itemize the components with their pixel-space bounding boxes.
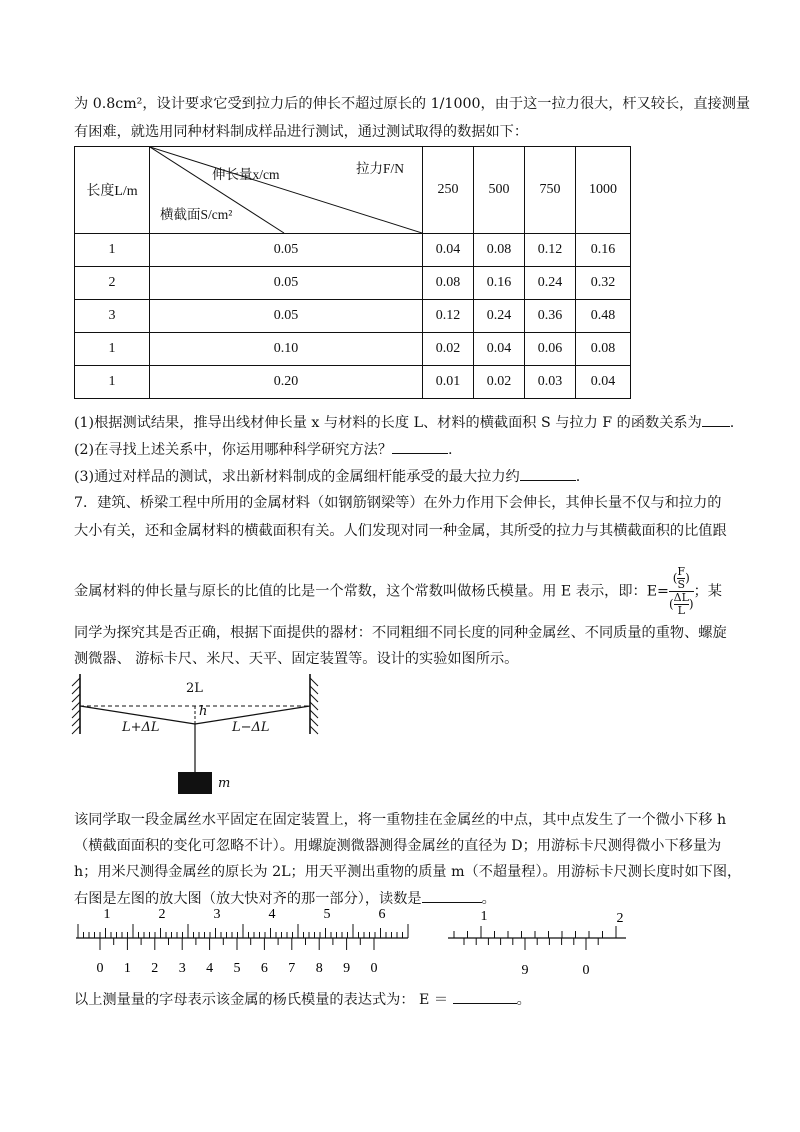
main-scale-label: 4 — [268, 907, 276, 922]
cell-extension: 0.04 — [576, 366, 631, 399]
vernier-scale-label: 9 — [343, 961, 351, 976]
vernier-scale-label: 3 — [178, 961, 186, 976]
cell-extension: 0.08 — [576, 333, 631, 366]
zoom-bottom-label: 9 — [521, 963, 529, 978]
table-header-row — [75, 147, 631, 234]
cell-area: 0.10 — [150, 333, 423, 366]
para-line-4: 右图是左图的放大图（放大快对齐的那一部分），读数是 。 — [74, 888, 496, 909]
cell-length: 2 — [75, 267, 150, 300]
cell-area: 0.05 — [150, 300, 423, 333]
cell-length: 3 — [75, 300, 150, 333]
vernier-scale-label: 0 — [370, 961, 378, 976]
cell-extension: 0.06 — [525, 333, 576, 366]
cell-extension: 0.16 — [576, 234, 631, 267]
para-line-3: h；用米尺测得金属丝的原长为 2L；用天平测出重物的质量 m（不超量程）。用游标卡尺测长度时如下图， — [74, 864, 742, 880]
cell-length: 1 — [75, 333, 150, 366]
cell-area: 0.20 — [150, 366, 423, 399]
label-mass: m — [218, 776, 231, 791]
young-modulus-formula: ( $\frac{F}{S}$ ) ( $\frac{\Delta L}{L}$ ) — [668, 565, 694, 617]
label-right-wire: L−ΔL — [232, 720, 270, 735]
cell-extension: 0.36 — [525, 300, 576, 333]
vernier-scale-label: 4 — [206, 961, 214, 976]
vernier-scale-label: 6 — [260, 961, 268, 976]
header-force-3: 1000 — [576, 147, 631, 234]
table-row — [75, 333, 631, 366]
header-area: 横截面S/cm² — [160, 207, 233, 222]
cell-extension: 0.03 — [525, 366, 576, 399]
final-line: 以上测量量的字母表示该金属的杨氏模量的表达式为： E ＝ 。 — [74, 989, 531, 1010]
vernier-scale-label: 1 — [123, 961, 131, 976]
question-1: (1)根据测试结果，推导出线材伸长量 x 与材料的长度 L、材料的横截面积 S 与拉力 F 的函数关系为 . — [74, 412, 734, 433]
para-line-2: （横截面面积的变化可忽略不计）。用螺旋测微器测得金属丝的直径为 D；用游标卡尺测得微小下移量为 — [74, 838, 722, 854]
label-2L: 2L — [186, 681, 203, 696]
vernier-caliper-scale — [74, 906, 410, 978]
header-force-0: 250 — [423, 147, 474, 234]
zoom-top-label: 2 — [616, 911, 624, 926]
cell-extension: 0.01 — [423, 366, 474, 399]
cell-extension: 0.04 — [474, 333, 525, 366]
table-row — [75, 300, 631, 333]
cell-length: 1 — [75, 234, 150, 267]
main-scale-label: 6 — [378, 907, 386, 922]
cell-extension: 0.08 — [474, 234, 525, 267]
header-force-1: 500 — [474, 147, 525, 234]
vernier-scale-label: 7 — [288, 961, 296, 976]
cell-extension: 0.02 — [423, 333, 474, 366]
cell-extension: 0.02 — [474, 366, 525, 399]
q7-line-1: 7．建筑、桥梁工程中所用的金属材料（如钢筋钢梁等）在外力作用下会伸长，其伸长量不仅与和拉力的 — [74, 495, 722, 511]
cell-extension: 0.04 — [423, 234, 474, 267]
q7-line-4: 同学为探究其是否正确，根据下面提供的器材：不同粗细不同长度的同种金属丝、不同质量的重物、螺旋 — [74, 625, 727, 641]
table-row — [75, 366, 631, 399]
header-extension: 伸长量x/cm — [212, 167, 280, 182]
vernier-scale-label: 2 — [151, 961, 159, 976]
intro-line-1: 为 0.8cm²，设计要求它受到拉力后的伸长不超过原长的 1/1000，由于这一拉力很大，杆又较长，直接测量 — [74, 96, 751, 112]
q7-line-5: 测微器、 游标卡尺、米尺、天平、固定装置等。设计的实验如图所示。 — [74, 651, 519, 667]
cell-length: 1 — [75, 366, 150, 399]
label-h: h — [199, 704, 208, 719]
test-data-table — [74, 146, 631, 399]
question-2: (2)在寻找上述关系中，你运用哪种科学研究方法？ . — [74, 439, 453, 460]
para-line-1: 该同学取一段金属丝水平固定在固定装置上，将一重物挂在金属丝的中点，其中点发生了一个微小下移 h — [74, 812, 727, 828]
header-diagonal-cell — [150, 147, 423, 234]
vernier-zoom-scale — [446, 906, 630, 978]
main-scale-label: 2 — [158, 907, 166, 922]
header-force: 拉力F/N — [356, 161, 405, 176]
cell-area: 0.05 — [150, 267, 423, 300]
main-scale-label: 3 — [213, 907, 221, 922]
table-row — [75, 234, 631, 267]
intro-line-2: 有困难，就选用同种材料制成样品进行测试，通过测试取得的数据如下： — [74, 124, 529, 140]
cell-extension: 0.12 — [525, 234, 576, 267]
cell-extension: 0.24 — [525, 267, 576, 300]
vernier-scale-label: 0 — [96, 961, 104, 976]
zoom-top-label: 1 — [480, 909, 488, 924]
vernier-scale-label: 8 — [315, 961, 323, 976]
label-left-wire: L+ΔL — [122, 720, 160, 735]
main-scale-label: 5 — [323, 907, 331, 922]
zoom-bottom-label: 0 — [582, 963, 590, 978]
cell-extension: 0.32 — [576, 267, 631, 300]
question-3: (3)通过对样品的测试，求出新材料制成的金属细杆能承受的最大拉力约 . — [74, 466, 580, 487]
vernier-scale-label: 5 — [233, 961, 241, 976]
header-force-2: 750 — [525, 147, 576, 234]
header-length: 长度L/m — [75, 147, 150, 234]
cell-extension: 0.16 — [474, 267, 525, 300]
cell-area: 0.05 — [150, 234, 423, 267]
main-scale-label: 1 — [103, 907, 111, 922]
q7-line-3: 金属材料的伸长量与原长的比值的比是一个常数，这个常数叫做杨氏模量。用 E 表示，即：E= ( $\frac{F}{S}$ ) ( $\frac{\Delta L}{L}$ ) ；某 — [74, 565, 722, 617]
cell-extension: 0.12 — [423, 300, 474, 333]
cell-extension: 0.24 — [474, 300, 525, 333]
cell-extension: 0.48 — [576, 300, 631, 333]
cell-extension: 0.08 — [423, 267, 474, 300]
q7-line-2: 大小有关，还和金属材料的横截面积有关。人们发现对同一种金属，其所受的拉力与其横截面积的比值跟 — [74, 523, 727, 539]
table-row — [75, 267, 631, 300]
